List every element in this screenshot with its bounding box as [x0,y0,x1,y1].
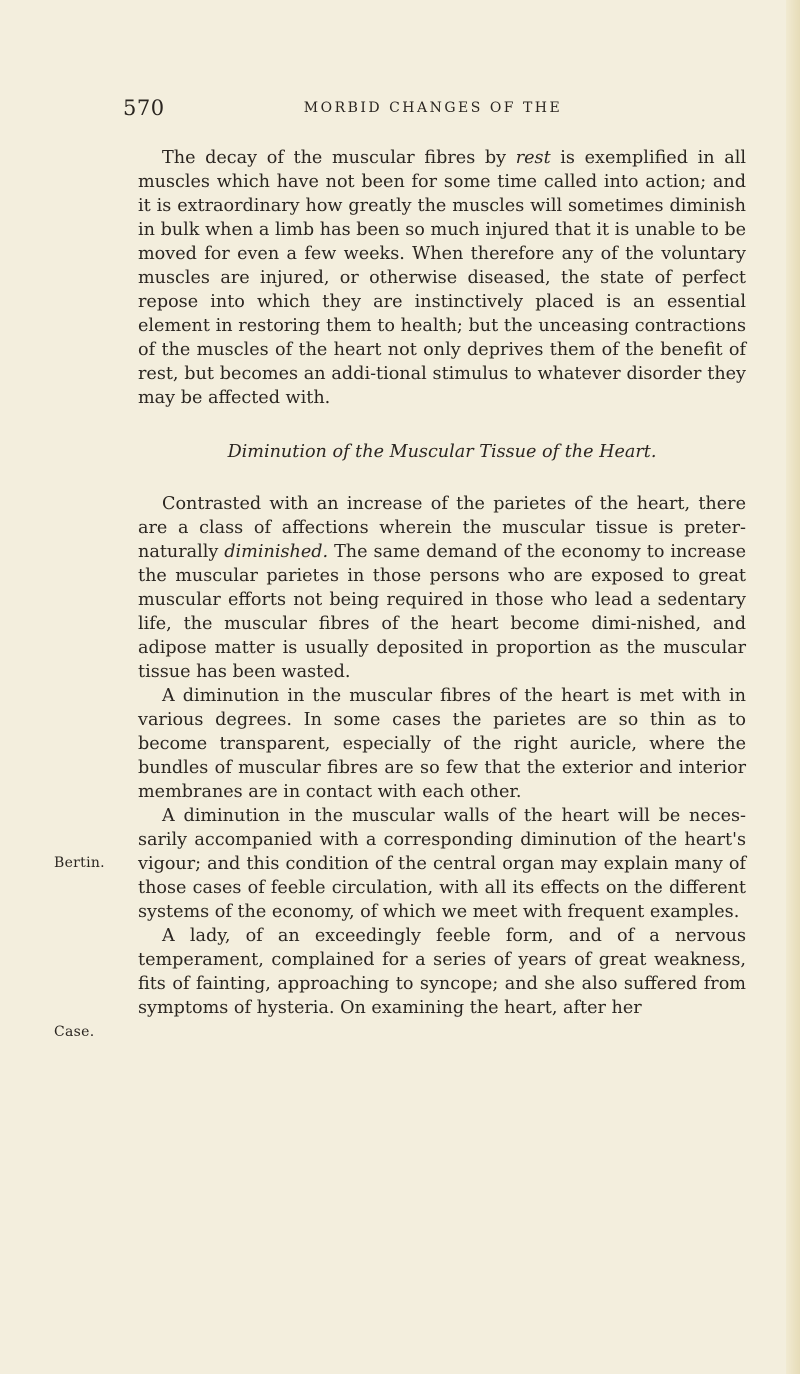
page-number: 570 [123,96,165,120]
emphasis-diminished: diminished. [224,542,329,562]
running-head: MORBID CHANGES OF THE [303,100,563,116]
paragraph-vigour: A diminution in the muscular walls of the heart will be neces-sarily accompanied with a corresponding diminution of the heart's vigour; and this condition of the central organ may explain many of those cases of feeble circulation, with all its effects on the different systems of the economy, of which we meet with frequent examples. [138,806,746,922]
paragraph-contrasted: Contrasted with an increase of the parietes of the heart, there are a class of affections wherein the muscular tissue is preter-naturally diminished. The same demand of the economy to increase the muscular parietes in those persons who are exposed to great muscular efforts not being required in those who lead a sedentary life, the muscular fibres of the heart become dimi-nished, and adipose matter is usually deposited in proportion as the muscular tissue has been wasted. [138,494,746,682]
paragraph-case: A lady, of an exceedingly feeble form, and of a nervous temperament, complained for a series of years of great weakness, fits of fainting, approaching to syncope; and she also suffered from symptoms of hysteria. On examining the heart, after her [138,926,746,1018]
paragraph-rest: The decay of the muscular fibres by rest is exemplified in all muscles which have not been for some time called into action; and it is extraordinary how greatly the muscles will sometimes diminish in bulk when a limb has been so much injured that it is unable to be moved for even a few weeks. When therefore any of the voluntary muscles are injured, or otherwise diseased, the state of perfect repose into which they are instinctively placed is an essential element in restoring them to health; but the unceasing contractions of the muscles of the heart not only deprives them of the benefit of rest, but becomes an addi-tional stimulus to whatever disorder they may be affected with. [138,148,746,408]
margin-note-case: Case. [54,1024,95,1040]
page-header [123,96,743,126]
page-edge [786,0,800,1374]
paragraph-degrees: A diminution in the muscular fibres of the heart is met with in various degrees. In some cases the parietes are so thin as to become transparent, especially of the right auricle, where the bundles of muscular fibres are so few that the exterior and interior membranes are in contact with each other. [138,686,746,802]
section-heading: Diminution of the Muscular Tissue of the Heart. [227,442,657,462]
emphasis-rest: rest [515,148,551,168]
margin-note-bertin: Bertin. [54,855,105,871]
body-text [138,146,746,1020]
